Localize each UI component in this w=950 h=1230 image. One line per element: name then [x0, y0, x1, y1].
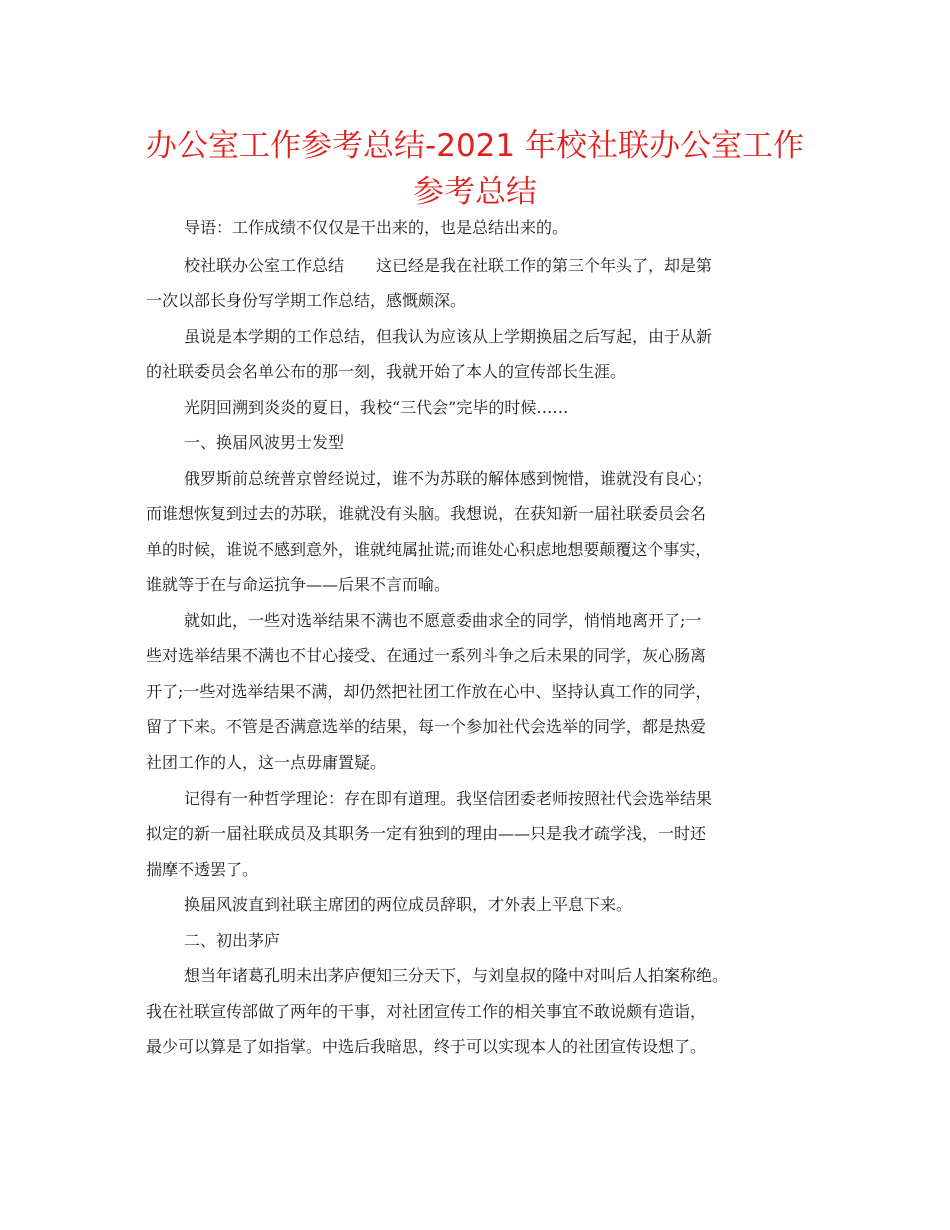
paragraph-line: 最少可以算是了如指掌。中选后我暗思，终于可以实现本人的社团宣传设想了。 [146, 1037, 707, 1056]
paragraph-line: 而谁想恢复到过去的苏联，谁就没有头脑。我想说，在获知新一届社联委员会名 [146, 504, 707, 523]
paragraph-line: 俄罗斯前总统普京曾经说过，谁不为苏联的解体感到惋惜，谁就没有良心； [184, 469, 713, 488]
document-title-line-1: 办公室工作参考总结-2021 年校社联办公室工作 [146, 128, 804, 164]
paragraph-line: 拟定的新一届社联成员及其职务一定有独到的理由——只是我才疏学浅，一时还 [146, 824, 707, 843]
paragraph-text: 这已经是我在社联工作的第三个年头了，却是第 [376, 256, 713, 275]
paragraph-line: 谁就等于在与命运抗争——后果不言而喻。 [146, 575, 451, 594]
paragraph-line: 留了下来。不管是否满意选举的结果，每一个参加社代会选举的同学，都是热爱 [146, 717, 707, 736]
paragraph-line: 一次以部长身份写学期工作总结，感慨颇深。 [146, 291, 467, 310]
section-heading-2: 二、初出茅庐 [184, 931, 281, 950]
paragraph-line: 单的时候，谁说不感到意外，谁就纯属扯谎;而谁处心积虑地想要颠覆这个事实， [146, 540, 712, 559]
paragraph-line: 些对选举结果不满也不甘心接受、在通过一系列斗争之后未果的同学，灰心肠离 [146, 646, 707, 665]
paragraph-line: 的社联委员会名单公布的那一刻，我就开始了本人的宣传部长生涯。 [146, 362, 627, 381]
inline-heading: 校社联办公室工作总结 [184, 256, 345, 275]
paragraph-line: 社团工作的人，这一点毋庸置疑。 [146, 753, 387, 772]
document-title-line-2: 参考总结 [413, 174, 537, 210]
paragraph-line: 揣摩不透罢了。 [146, 860, 259, 879]
paragraph-line: 虽说是本学期的工作总结，但我认为应该从上学期换届之后写起，由于从新 [184, 327, 713, 346]
paragraph-line: 我在社联宣传部做了两年的干事，对社团宣传工作的相关事宜不敢说颇有造诣， [146, 1002, 707, 1021]
paragraph-line: 就如此，一些对选举结果不满也不愿意委曲求全的同学，悄悄地离开了;一 [184, 611, 702, 630]
paragraph-line: 换届风波直到社联主席团的两位成员辞职，才外表上平息下来。 [184, 895, 633, 914]
paragraph-line: 光阴回溯到炎炎的夏日，我校“三代会”完毕的时候…… [184, 398, 569, 417]
section-heading-1: 一、换届风波男士发型 [184, 433, 345, 452]
paragraph-intro: 导语：工作成绩不仅仅是干出来的，也是总结出来的。 [184, 218, 569, 237]
paragraph-line: 想当年诸葛孔明未出茅庐便知三分天下，与刘皇叔的隆中对叫后人拍案称绝。 [184, 966, 729, 985]
paragraph-line: 开了;一些对选举结果不满，却仍然把社团工作放在心中、坚持认真工作的同学， [146, 682, 712, 701]
paragraph-line [184, 254, 850, 278]
paragraph-line: 记得有一种哲学理论：存在即有道理。我坚信团委老师按照社代会选举结果 [184, 789, 713, 808]
